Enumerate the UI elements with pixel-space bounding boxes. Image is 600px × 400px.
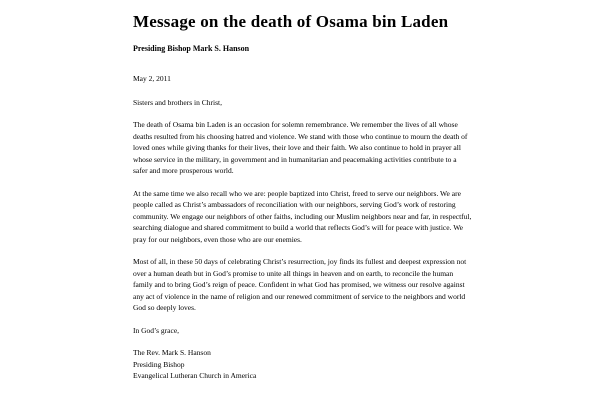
date-line: May 2, 2011 — [133, 74, 171, 83]
signature-role: Presiding Bishop — [133, 359, 185, 369]
paragraph-reconciliation: At the same time we also recall who we are: people baptized into Christ, freed to serve our neighbors. We are people called as Christ’s ambassadors of reconciliation with our neighbors, serving God’s work of restoring community. We engage our neighbors of other faiths, including our Muslim neighbors near and far, in respectful, searching dialogue and shared commitment to build a world that reflects God’s will for peace with justice. We pray for our neighbors, even those who are our enemies. — [133, 188, 472, 244]
closing-line: In God’s grace, — [133, 325, 180, 335]
salutation: Sisters and brothers in Christ, — [133, 97, 222, 107]
paragraph-resurrection: Most of all, in these 50 days of celebrating Christ’s resurrection, joy finds its fullest and deepest expression not over a human death but in God’s promise to unite all things in heaven and on earth, to reconcile the human family and to bring God’s reign of peace. Confident in what God has promised, we witness our resolve against any act of violence in the name of religion and our renewed commitment of service to the neighbors and world God so deeply loves. — [133, 257, 467, 312]
page-title: Message on the death of Osama bin Laden — [133, 12, 449, 31]
signature-block — [133, 347, 473, 382]
paragraph-remembrance: The death of Osama bin Laden is an occasion for solemn remembrance. We remember the lives of all whose deaths resulted from his choosing hatred and violence. We stand with those who continue to mourn the death of loved ones while giving thanks for their lives, their love and their faith. We also continue to hold in prayer all whose service in the military, in government and in humanitarian and peacemaking activities contribute to a safer and more prosperous world. — [133, 120, 468, 175]
signature-organization: Evangelical Lutheran Church in America — [133, 371, 257, 380]
document-page — [133, 12, 473, 382]
signature-name: The Rev. Mark S. Hanson — [133, 348, 211, 357]
author-byline: Presiding Bishop Mark S. Hanson — [133, 44, 250, 53]
